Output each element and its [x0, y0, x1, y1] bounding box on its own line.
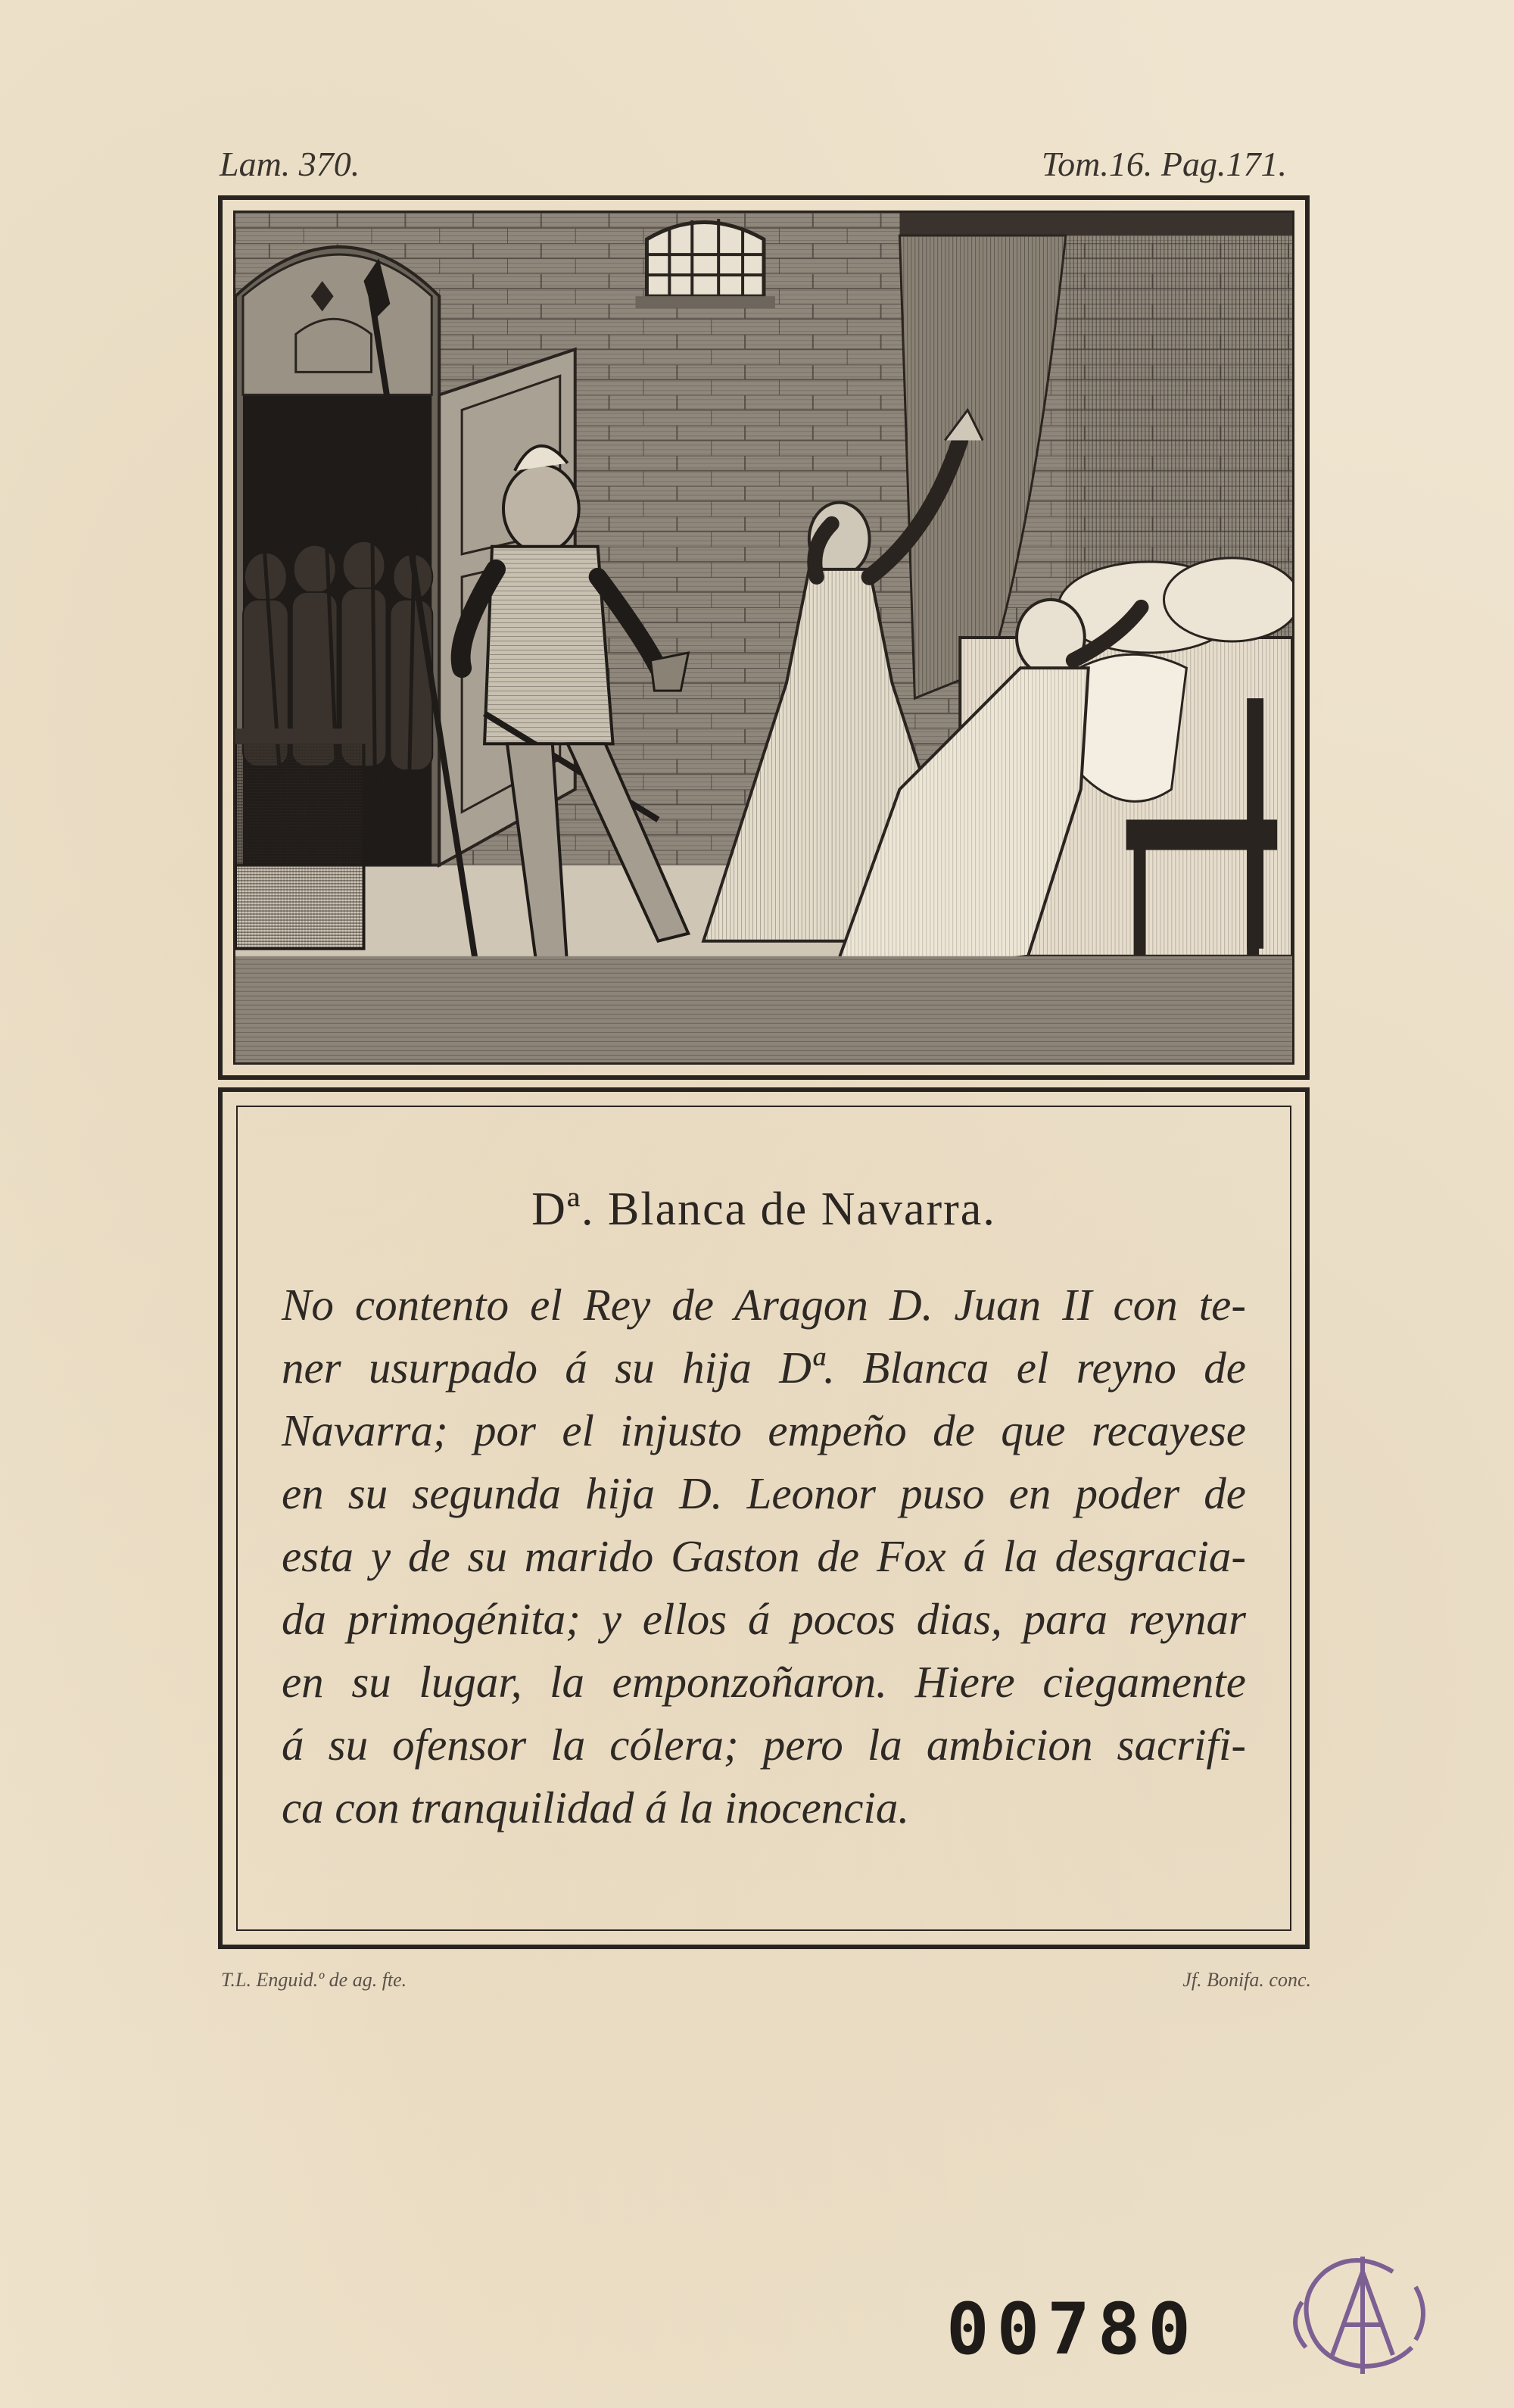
- barred-window: [635, 219, 774, 308]
- monogram-stamp-icon: [1279, 2241, 1446, 2385]
- table: [235, 736, 364, 949]
- inventory-number: 00780: [946, 2288, 1198, 2371]
- caption-line: Navarra; por el injusto empeño de que recayese: [282, 1405, 1246, 1455]
- plate-title: Dª. Blanca de Navarra.: [531, 1184, 996, 1235]
- caption-line: ner usurpado á su hija Dª. Blanca el reyno de: [282, 1343, 1246, 1393]
- caption-text: [282, 1274, 1246, 1839]
- plate-number: Lam. 370.: [220, 145, 360, 183]
- engraving-scene: [235, 213, 1292, 1062]
- engraving-illustration: [233, 211, 1294, 1065]
- caption-inner-border: [236, 1106, 1291, 1931]
- caption-frame: [218, 1087, 1310, 1949]
- caption-line: en su segunda hija D. Leonor puso en poder de: [282, 1468, 1246, 1518]
- engraver-credit: T.L. Enguid.º de ag. fte.: [221, 1969, 407, 1991]
- corrector-credit: Jf. Bonifa. conc.: [1182, 1969, 1311, 1991]
- caption-line: ca con tranquilidad á la inocencia.: [282, 1783, 910, 1833]
- engraving-frame: [218, 195, 1310, 1080]
- caption-line: en su lugar, la emponzoñaron. Hiere ciegamente: [282, 1657, 1246, 1707]
- volume-page-reference: Tom.16. Pag.171.: [1041, 145, 1287, 183]
- caption-line: No contento el Rey de Aragon D. Juan II con te-: [282, 1280, 1246, 1330]
- goblet: [650, 653, 688, 691]
- caption-line: da primogénita; y ellos á pocos dias, para reynar: [282, 1594, 1246, 1644]
- caption-line: esta y de su marido Gaston de Fox á la desgracia-: [282, 1531, 1246, 1581]
- caption-line: á su ofensor la cólera; pero la ambicion sacrifi-: [282, 1720, 1246, 1770]
